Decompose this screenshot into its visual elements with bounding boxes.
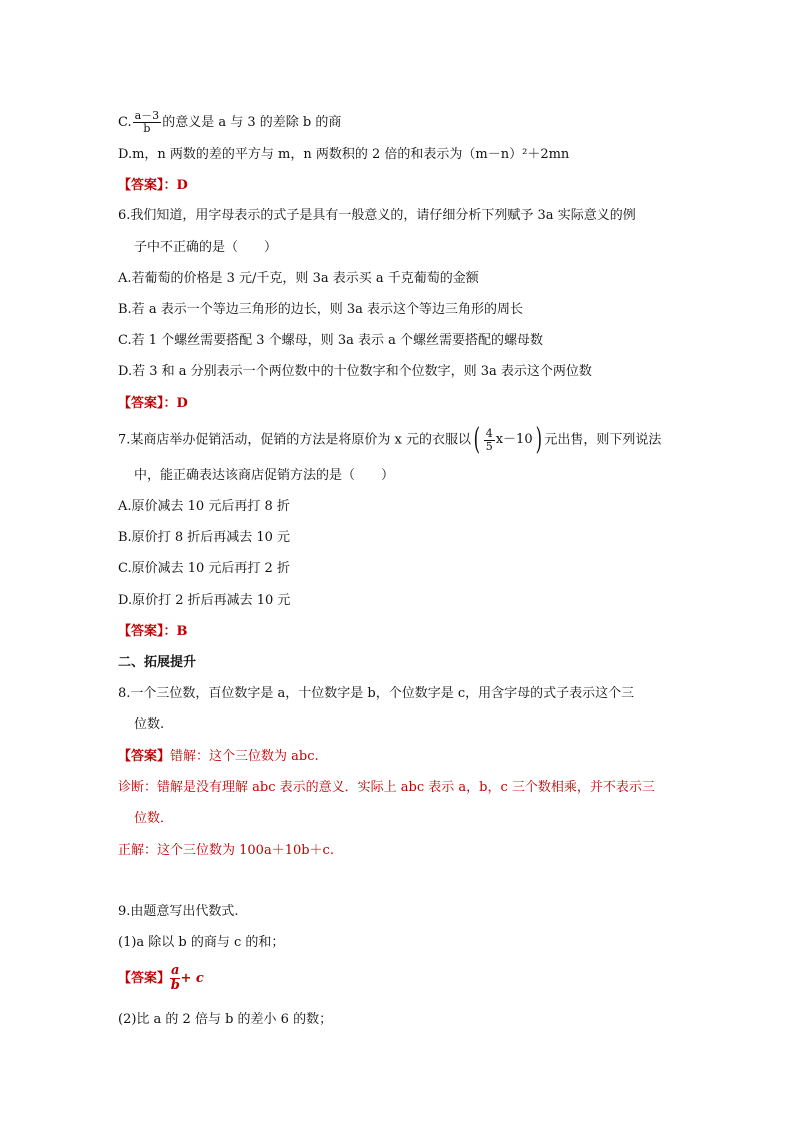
stem-text-end: 元出售，则下列说法 — [544, 432, 662, 448]
stem-text: 7.某商店举办促销活动，促销的方法是将原价为 x 元的衣服以 — [118, 432, 471, 448]
q8-answer — [118, 748, 319, 766]
fraction-numerator: a — [171, 963, 180, 978]
q5-answer — [118, 177, 188, 195]
q7-option-a: A.原价减去 10 元后再打 8 折 — [118, 499, 290, 514]
q6-option-d: D.若 3 和 a 分别表示一个两位数中的十位数字和个位数字，则 3a 表示这个两位数 — [118, 364, 592, 379]
right-paren: ) — [535, 422, 542, 457]
q7-option-d: D.原价打 2 折后再减去 10 元 — [118, 593, 291, 608]
answer-tag: 【答案】 — [118, 396, 164, 411]
option-label: C. — [118, 115, 132, 130]
fraction-numerator: 4 — [485, 426, 493, 440]
answer-tag: 【答案】 — [118, 749, 171, 764]
q5-option-d: D.m，n 两数的差的平方与 m，n 两数积的 2 倍的和表示为（m－n）²＋2mn — [118, 147, 570, 162]
q9-answer1 — [118, 962, 204, 996]
fraction-denominator: 5 — [485, 439, 493, 453]
left-paren: ( — [473, 422, 481, 457]
q7-answer — [118, 623, 188, 641]
q8-correct-answer: 正解：这个三位数为 100a＋10b＋c. — [118, 843, 334, 858]
q8-stem-line1: 8.一个三位数，百位数字是 a，十位数字是 b，个位数字是 c，用含字母的式子表示这个三 — [118, 686, 635, 701]
answer-tag: 【答案】 — [118, 178, 164, 193]
option-text: 的意义是 a 与 3 的差除 b 的商 — [162, 115, 342, 130]
fraction — [133, 110, 162, 135]
fraction-denominator: b — [170, 978, 180, 993]
answer-tag: 【答案】 — [118, 971, 171, 986]
q6-option-b: B.若 a 表示一个等边三角形的边长，则 3a 表示这个等边三角形的周长 — [118, 302, 523, 317]
q6-answer — [118, 395, 188, 413]
q8-diagnosis-line2: 位数． — [134, 811, 174, 826]
section-heading: 二、拓展提升 — [118, 655, 197, 670]
q6-stem-line1: 6.我们知道，用字母表示的式子是具有一般意义的，请仔细分析下列赋予 3a 实际意义的例 — [118, 208, 636, 223]
answer-value: ：B — [163, 624, 188, 639]
q7-stem-line1 — [118, 423, 661, 457]
answer-rest: + c — [180, 971, 204, 986]
fraction-numerator: a－3 — [134, 109, 160, 122]
q7-option-b: B.原价打 8 折后再减去 10 元 — [118, 530, 291, 545]
q7-option-c: C.原价减去 10 元后再打 2 折 — [118, 561, 290, 576]
answer-fraction — [170, 964, 180, 993]
q7-stem-line2: 中，能正确表达该商店促销方法的是（ ） — [134, 468, 395, 483]
q8-diagnosis-line1: 诊断：错解是没有理解 abc 表示的意义．实际上 abc 表示 a，b，c 三个数相乘，并不表示三 — [118, 780, 655, 795]
paren-expression — [471, 423, 544, 457]
q9-sub2: (2)比 a 的 2 倍与 b 的差小 6 的数； — [118, 1012, 333, 1027]
fraction-denominator: b — [143, 122, 151, 135]
q9-stem: 9.由题意写出代数式. — [118, 904, 239, 919]
answer-value: 错解：这个三位数为 abc. — [170, 749, 319, 764]
q6-option-a: A.若葡萄的价格是 3 元/千克，则 3a 表示买 a 千克葡萄的金额 — [118, 271, 479, 286]
q5-option-c — [118, 110, 341, 135]
q9-sub1: (1)a 除以 b 的商与 c 的和； — [118, 935, 285, 950]
q8-stem-line2: 位数. — [134, 717, 165, 732]
q6-stem-line2: 子中不正确的是（ ） — [134, 240, 278, 255]
answer-value: ：D — [163, 396, 188, 411]
answer-tag: 【答案】 — [118, 624, 164, 639]
expression-rest: x－10 — [495, 432, 533, 447]
q6-option-c: C.若 1 个螺丝需要搭配 3 个螺母，则 3a 表示 a 个螺丝需要搭配的螺母数 — [118, 333, 543, 348]
answer-value: ：D — [163, 178, 188, 193]
fraction — [484, 428, 495, 453]
